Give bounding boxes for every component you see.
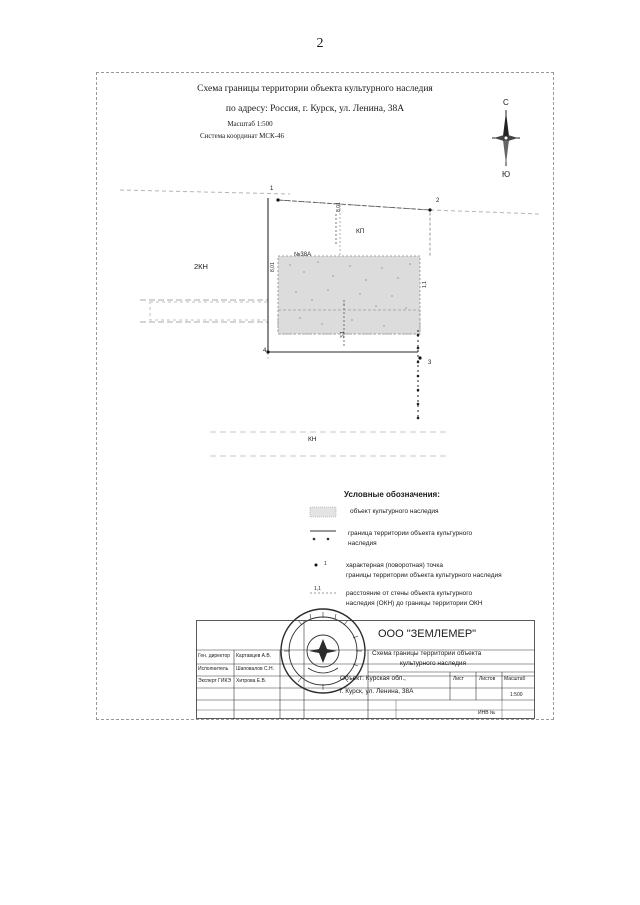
title-block-role: Ген. директор: [198, 653, 231, 659]
title-block-name: Шаповалов С.Н.: [236, 666, 275, 672]
legend-title: Условные обозначения:: [344, 490, 440, 499]
title-block-name: Хитрова Е.В.: [236, 678, 267, 684]
title-block-col-stage: Лист: [453, 676, 464, 682]
legend-item-point-cont: границы территории объекта культурного наследия: [346, 572, 502, 579]
page-number: 2: [316, 36, 324, 51]
scheme-scale: Масштаб 1:500: [227, 120, 273, 128]
zone-label-right: КП: [356, 228, 365, 235]
legend-item-heritage: объект культурного наследия: [350, 508, 439, 515]
legend-item-distance: расстояние от стены объекта культурного: [346, 590, 473, 597]
title-block-doc-title: Схема границы территории объекта: [372, 650, 482, 657]
title-block-firm: ООО "ЗЕМЛЕМЕР": [378, 628, 477, 640]
title-block-doc-title-cont: культурного наследия: [400, 660, 467, 667]
title-block-address-cont: г. Курск, ул. Ленина, 38А: [340, 688, 414, 695]
legend-item-boundary: граница территории объекта культурного: [348, 530, 473, 537]
zone-label-left: 2КН: [194, 262, 208, 271]
title-block-name: Картавцев А.В.: [236, 653, 272, 659]
legend-point-symbol: [315, 564, 318, 567]
scheme-coord-system: Система координат МСК-46: [200, 132, 285, 140]
dimension-label: 1,1: [422, 281, 428, 288]
title-block-inv: ИНВ №: [478, 710, 496, 716]
compass-north-label: С: [503, 98, 509, 107]
point-label: 4: [263, 348, 267, 354]
title-block-role: Исполнитель: [198, 666, 229, 672]
legend-heritage-symbol: [310, 507, 336, 517]
scheme-address: по адресу: Россия, г. Курск, ул. Ленина, 38А: [225, 104, 405, 114]
round-seal-icon: [278, 606, 368, 696]
legend-symbols: [306, 505, 342, 615]
title-block-address: Объект: Курская обл.,: [340, 675, 406, 682]
title-block-scale-value: 1:500: [510, 692, 523, 698]
legend-item-boundary-cont: наследия: [348, 540, 377, 547]
legend-item-distance-cont: наследия (ОКН) до границы территории ОКН: [346, 600, 483, 607]
zone-label-bottom: КН: [308, 436, 317, 443]
dimension-label: 3,1: [340, 331, 346, 338]
compass-south-label: Ю: [502, 170, 511, 179]
title-block-col-sheets: Листов: [479, 676, 496, 682]
legend-item-point: характерная (поворотная) точка: [346, 562, 444, 569]
dimension-label: 8,01: [336, 202, 342, 212]
legend-point-symbol-label: 1: [324, 561, 327, 567]
building-label: №38А: [294, 252, 312, 258]
point-label: 3: [428, 360, 432, 366]
title-block-col-scale: Масштаб: [504, 676, 526, 682]
title-block-role: Эксперт ГИКЭ: [198, 678, 231, 684]
legend-distance-symbol-label: 1,1: [314, 586, 321, 592]
point-label: 1: [270, 186, 274, 192]
point-label: 2: [436, 198, 440, 204]
dimension-label: 8,01: [270, 262, 276, 272]
scheme-title: Схема границы территории объекта культурного наследия: [197, 84, 433, 94]
